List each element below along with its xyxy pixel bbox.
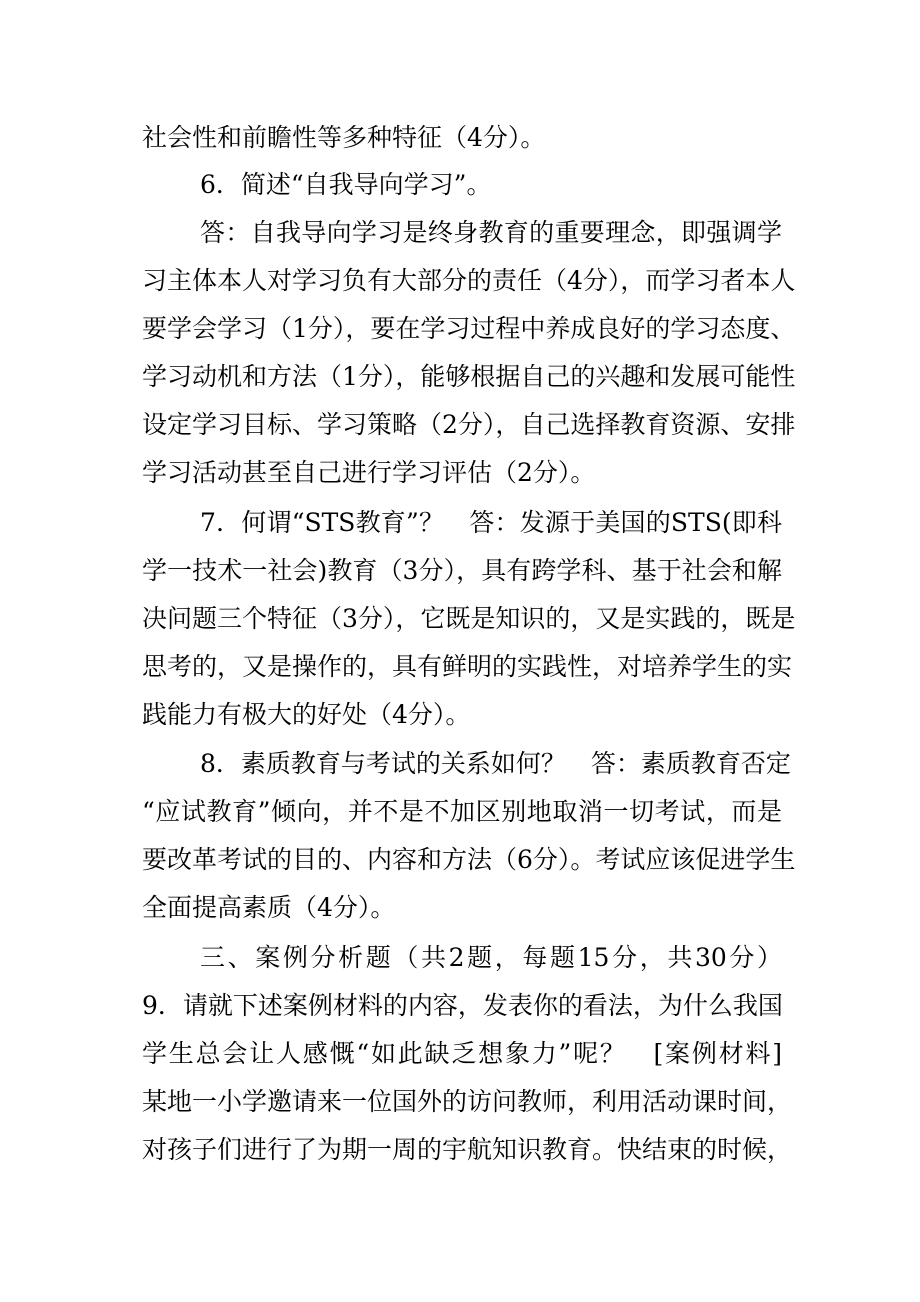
- paragraph-line: 习主体本人对学习负有大部分的责任（4分），而学习者本人: [142, 266, 796, 295]
- paragraph-line: 学习动机和方法（1分），能够根据自己的兴趣和发展可能性: [142, 362, 796, 391]
- paragraph-line: 学生总会让人感慨“如此缺乏想象力”呢？ [案例材料]: [142, 1039, 782, 1068]
- question-7-line: 7．何谓“STS教育”？ 答：发源于美国的STS(即科: [200, 508, 782, 537]
- paragraph-line: 对孩子们进行了为期一周的宇航知识教育。快结束的时候，: [142, 1135, 793, 1164]
- paragraph-line: 要学会学习（1分），要在学习过程中养成良好的学习态度、: [142, 314, 796, 343]
- paragraph-line: “应试教育”倾向，并不是不加区别地取消一切考试，而是: [142, 797, 782, 826]
- section-heading: 三、案例分析题（共2题，每题15分，共30分）: [200, 943, 782, 972]
- paragraph-line: 答：自我导向学习是终身教育的重要理念，即强调学: [200, 218, 782, 247]
- question-6-title: 6．简述“自我导向学习”。: [200, 170, 492, 199]
- question-9-line: 9．请就下述案例材料的内容，发表你的看法，为什么我国: [142, 991, 783, 1020]
- paragraph-line: 践能力有极大的好处（4分）。: [142, 700, 471, 729]
- paragraph-line: 全面提高素质（4分）。: [142, 893, 396, 922]
- paragraph-line: 学一技术一社会)教育（3分），具有跨学科、基于社会和解: [142, 556, 782, 585]
- paragraph-line: 思考的，又是操作的，具有鲜明的实践性，对培养学生的实: [142, 652, 793, 681]
- paragraph-line: 决问题三个特征（3分），它既是知识的，又是实践的，既是: [142, 604, 796, 633]
- paragraph-line: 设定学习目标、学习策略（2分），自己选择教育资源、安排: [142, 410, 796, 439]
- paragraph-line: 学习活动甚至自己进行学习评估（2分）。: [142, 458, 596, 487]
- paragraph-line: 某地一小学邀请来一位国外的访问教师，利用活动课时间，: [142, 1087, 793, 1116]
- question-8-line: 8．素质教育与考试的关系如何？ 答：素质教育否定: [200, 749, 791, 778]
- paragraph-line: 要改革考试的目的、内容和方法（6分）。考试应该促进学生: [142, 845, 796, 874]
- paragraph-line: 社会性和前瞻性等多种特征（4分）。: [142, 123, 546, 152]
